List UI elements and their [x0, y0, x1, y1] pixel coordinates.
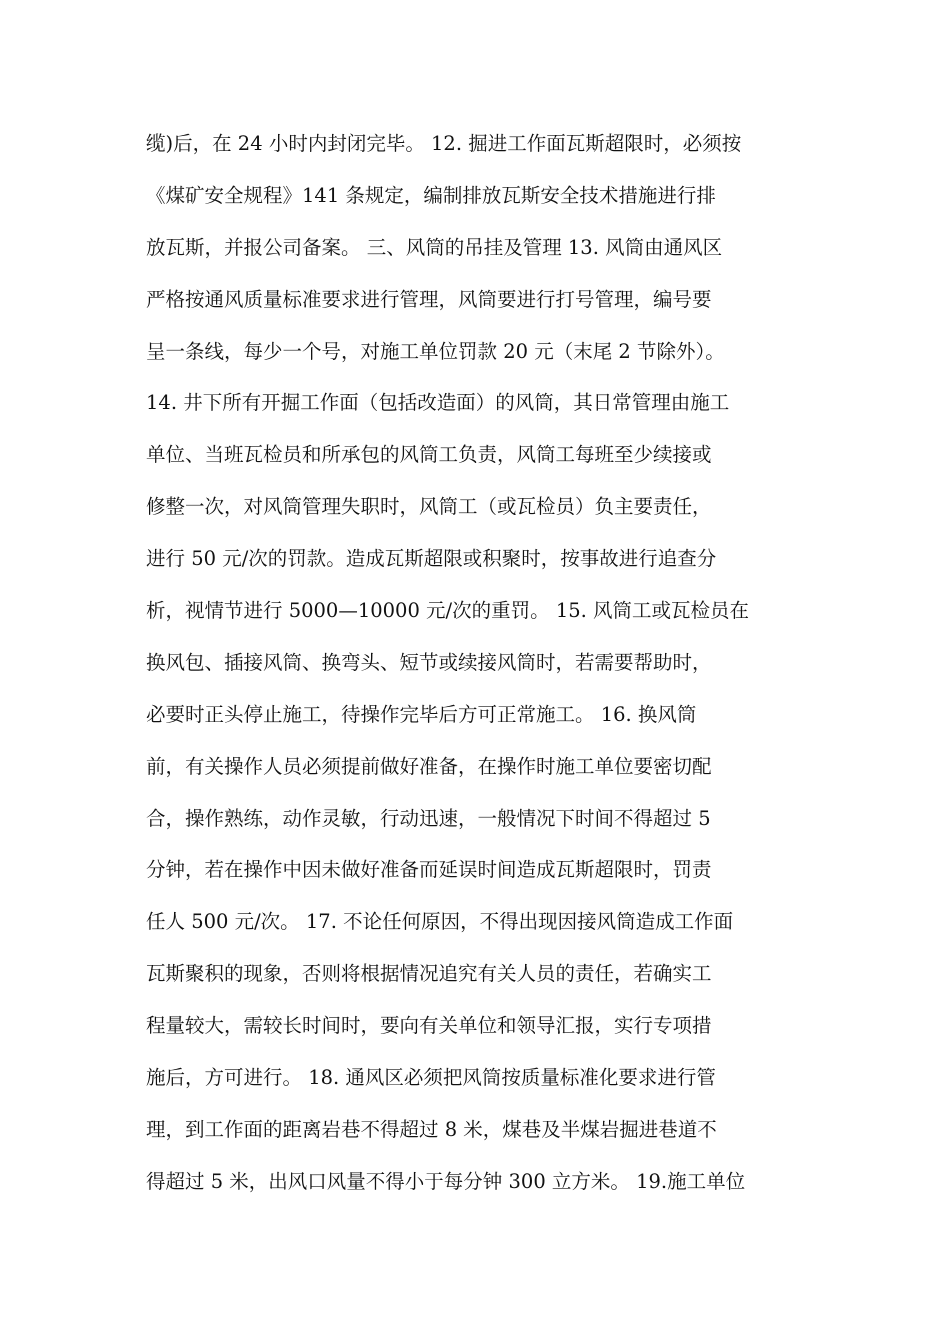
text-line-20: 理，到工作面的距离岩巷不得超过 8 米，煤巷及半煤岩掘进巷道不 — [146, 1117, 717, 1141]
text-line-16: 任人 500 元/次。 17. 不论任何原因，不得出现因接风筒造成工作面 — [146, 910, 734, 934]
text-line-12: 必要时正头停止施工，待操作完毕后方可正常施工。 16. 换风筒 — [146, 702, 697, 726]
text-line-13: 前，有关操作人员必须提前做好准备，在操作时施工单位要密切配 — [146, 754, 712, 778]
text-line-9: 进行 50 元/次的罚款。造成瓦斯超限或积聚时，按事故进行追查分 — [146, 547, 717, 571]
text-line-3: 放瓦斯，并报公司备案。 三、风筒的吊挂及管理 13. 风筒由通风区 — [146, 235, 723, 259]
text-line-19: 施后，方可进行。 18. 通风区必须把风筒按质量标准化要求进行管 — [146, 1066, 716, 1090]
text-line-11: 换风包、插接风筒、换弯头、短节或续接风筒时，若需要帮助时， — [146, 650, 712, 674]
text-line-4: 严格按通风质量标准要求进行管理，风筒要进行打号管理，编号要 — [146, 287, 712, 311]
text-line-21: 得超过 5 米，出风口风量不得小于每分钟 300 立方米。 19.施工单位 — [146, 1169, 746, 1193]
text-line-2: 《煤矿安全规程》141 条规定，编制排放瓦斯安全技术措施进行排 — [146, 183, 716, 207]
text-line-5: 呈一条线，每少一个号，对施工单位罚款 20 元（末尾 2 节除外）。 — [146, 339, 725, 363]
text-line-15: 分钟，若在操作中因未做好准备而延误时间造成瓦斯超限时，罚责 — [146, 858, 712, 882]
text-line-17: 瓦斯聚积的现象，否则将根据情况追究有关人员的责任，若确实工 — [146, 962, 712, 986]
text-line-14: 合，操作熟练，动作灵敏，行动迅速，一般情况下时间不得超过 5 — [146, 806, 711, 830]
text-line-10: 析，视情节进行 5000—10000 元/次的重罚。 15. 风筒工或瓦检员在 — [146, 599, 750, 623]
text-line-7: 单位、当班瓦检员和所承包的风筒工负责，风筒工每班至少续接或 — [146, 443, 712, 467]
text-line-1: 缆)后，在 24 小时内封闭完毕。 12. 掘进工作面瓦斯超限时，必须按 — [146, 132, 742, 155]
text-line-6: 14. 井下所有开掘工作面（包括改造面）的风筒，其日常管理由施工 — [146, 391, 730, 415]
body-text — [146, 118, 826, 1208]
text-line-18: 程量较大，需较长时间时，要向有关单位和领导汇报，实行专项措 — [146, 1014, 712, 1038]
text-line-8: 修整一次，对风筒管理失职时，风筒工（或瓦检员）负主要责任， — [146, 495, 712, 519]
